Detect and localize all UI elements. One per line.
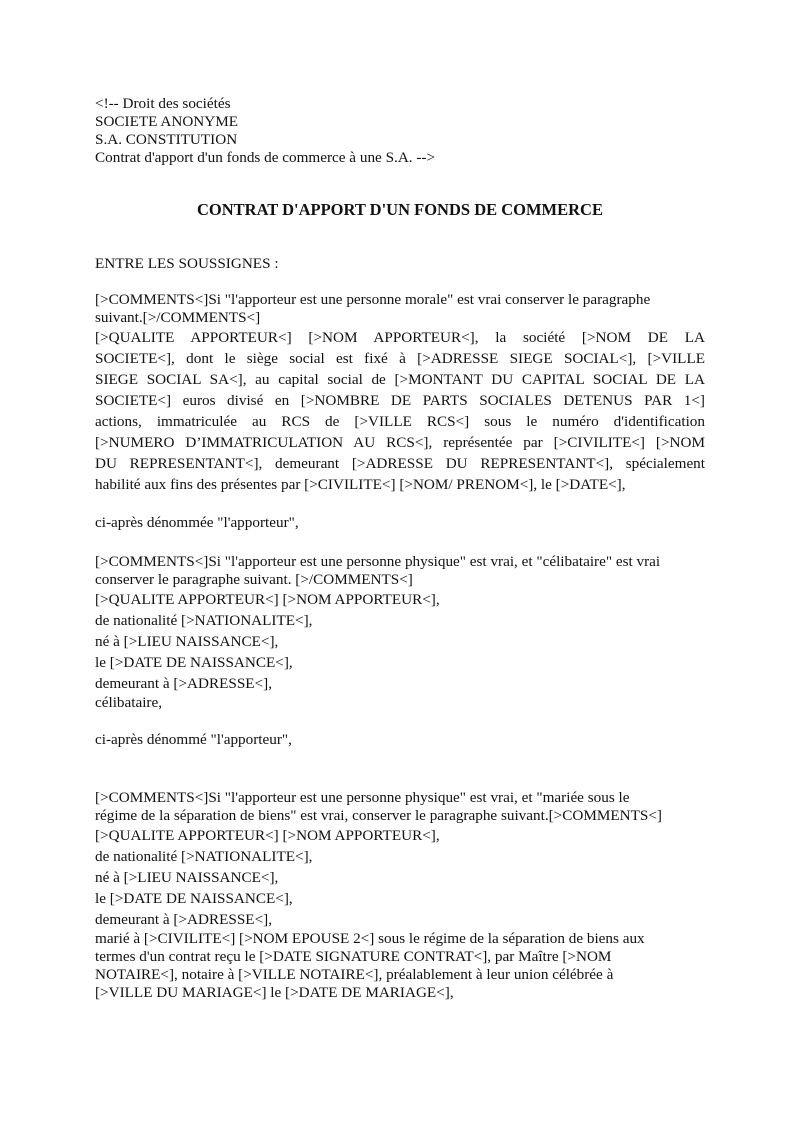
header-line: S.A. CONSTITUTION xyxy=(95,131,238,148)
comment-line: [>COMMENTS<]Si "l'apporteur est une personne physique" est vrai, et "mariée sous le xyxy=(95,789,630,806)
identity-line: né à [>LIEU NAISSANCE<], xyxy=(95,633,279,650)
document-page xyxy=(95,95,705,1002)
marital-status: célibataire, xyxy=(95,694,163,711)
paragraph-line: SIEGE SOCIAL SA<], au capital social de [>MONTANT DU CAPITAL SOCIAL DE LA xyxy=(95,371,705,388)
identity-line: le [>DATE DE NAISSANCE<], xyxy=(95,654,293,671)
identity-line: né à [>LIEU NAISSANCE<], xyxy=(95,869,279,886)
identity-line: demeurant à [>ADRESSE<], xyxy=(95,911,272,928)
document-title: CONTRAT D'APPORT D'UN FONDS DE COMMERCE xyxy=(197,200,603,219)
parties-heading: ENTRE LES SOUSSIGNES : xyxy=(95,255,279,272)
paragraph-line: [>QUALITE APPORTEUR<] [>NOM APPORTEUR<], la société [>NOM DE LA xyxy=(95,329,705,346)
identity-line: de nationalité [>NATIONALITE<], xyxy=(95,848,313,865)
paragraph-line: termes d'un contrat reçu le [>DATE SIGNATURE CONTRAT<], par Maître [>NOM xyxy=(95,948,612,965)
section-single-person xyxy=(95,553,705,749)
comment-line: [>COMMENTS<]Si "l'apporteur est une personne physique" est vrai, et "célibataire" est vrai xyxy=(95,553,661,570)
identity-line: demeurant à [>ADRESSE<], xyxy=(95,675,272,692)
identity-line: [>QUALITE APPORTEUR<] [>NOM APPORTEUR<], xyxy=(95,591,440,608)
section-married-person xyxy=(95,789,705,1002)
apporteur-designation: ci-après dénommée "l'apporteur", xyxy=(95,514,299,531)
legal-entity-paragraph xyxy=(95,327,705,495)
marriage-paragraph xyxy=(95,930,705,1002)
section-legal-entity xyxy=(95,291,705,532)
paragraph-line: actions, immatriculée au RCS de [>VILLE RCS<] sous le numéro d'identification xyxy=(95,413,705,430)
header-line: SOCIETE ANONYME xyxy=(95,113,239,130)
paragraph-line: [>VILLE DU MARIAGE<] le [>DATE DE MARIAGE<], xyxy=(95,984,454,1001)
paragraph-line: SOCIETE<] euros divisé en [>NOMBRE DE PARTS SOCIALES DETENUS PAR 1<] xyxy=(95,392,705,409)
paragraph-line: DU REPRESENTANT<], demeurant [>ADRESSE DU REPRESENTANT<], spécialement xyxy=(95,455,705,472)
paragraph-line: SOCIETE<], dont le siège social est fixé à [>ADRESSE SIEGE SOCIAL<], [>VILLE xyxy=(95,350,705,367)
paragraph-line: marié à [>CIVILITE<] [>NOM EPOUSE 2<] sous le régime de la séparation de biens aux xyxy=(95,930,645,947)
comment-line: conserver le paragraphe suivant. [>/COMMENTS<] xyxy=(95,571,413,588)
header-line: <!-- Droit des sociétés xyxy=(95,95,231,112)
comment-line: suivant.[>/COMMENTS<] xyxy=(95,309,261,326)
paragraph-line: habilité aux fins des présentes par [>CIVILITE<] [>NOM/ PRENOM<], le [>DATE<], xyxy=(95,476,626,493)
paragraph-line: [>NUMERO D’IMMATRICULATION AU RCS<], représentée par [>CIVILITE<] [>NOM xyxy=(95,434,705,451)
comment-line: régime de la séparation de biens" est vrai, conserver le paragraphe suivant.[>COMMENTS<] xyxy=(95,807,662,824)
paragraph-line: NOTAIRE<], notaire à [>VILLE NOTAIRE<], préalablement à leur union célébrée à xyxy=(95,966,614,983)
identity-line: le [>DATE DE NAISSANCE<], xyxy=(95,890,293,907)
identity-line: de nationalité [>NATIONALITE<], xyxy=(95,612,313,629)
comment-line: [>COMMENTS<]Si "l'apporteur est une personne morale" est vrai conserver le paragraphe xyxy=(95,291,651,308)
apporteur-designation: ci-après dénommé "l'apporteur", xyxy=(95,731,292,748)
identity-line: [>QUALITE APPORTEUR<] [>NOM APPORTEUR<], xyxy=(95,827,440,844)
header-line: Contrat d'apport d'un fonds de commerce à une S.A. --> xyxy=(95,149,436,166)
header-comment xyxy=(95,95,705,167)
